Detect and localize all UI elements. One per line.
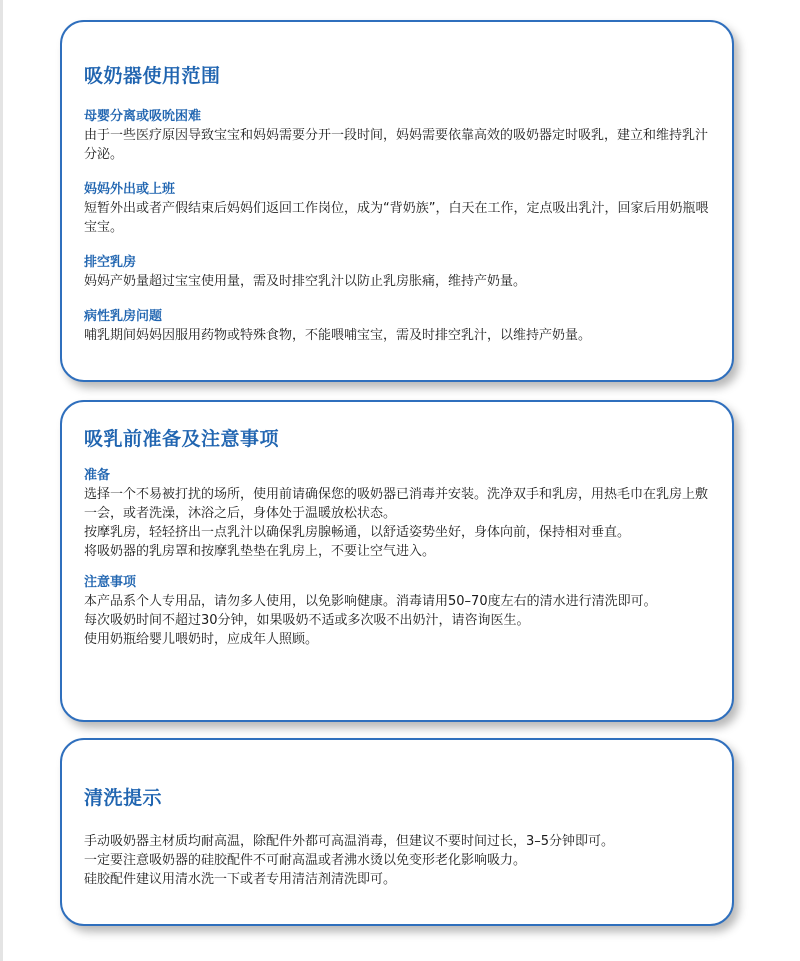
cleaning-tips-card [60, 738, 734, 926]
paragraph: 本产品系个人专用品，请勿多人使用，以免影响健康。消毒请用50–70度左右的清水进行清洗即可。 [84, 594, 657, 609]
usage-scope-title: 吸奶器使用范围 [84, 65, 221, 87]
paragraph: 使用奶瓶给婴儿喂奶时，应成年人照顾。 [84, 632, 319, 647]
paragraph: 每次吸奶时间不超过30分钟，如果吸奶不适或多次吸不出奶汁，请咨询医生。 [84, 613, 530, 628]
paragraph: 由于一些医疗原因导致宝宝和妈妈需要分开一段时间，妈妈需要依靠高效的吸奶器定时吸乳，建立和维持乳汁分泌。 [84, 128, 709, 162]
paragraph: 妈妈产奶量超过宝宝使用量，需及时排空乳汁以防止乳房胀痛，维持产奶量。 [84, 274, 527, 289]
cleaning-block [84, 832, 710, 889]
paragraph: 硅胶配件建议用清水洗一下或者专用清洁剂清洗即可。 [84, 872, 397, 887]
preparation-title: 吸乳前准备及注意事项 [84, 428, 280, 450]
paragraph: 将吸奶器的乳房罩和按摩乳垫垫在乳房上，不要让空气进入。 [84, 544, 436, 559]
paragraph: 手动吸奶器主材质均耐高温，除配件外都可高温消毒，但建议不要时间过长，3–5分钟即可。 [84, 834, 615, 849]
preparation-card [60, 400, 734, 722]
paragraph: 选择一个不易被打扰的场所，使用前请确保您的吸奶器已消毒并安装。洗净双手和乳房，用热毛巾在乳房上敷一会，或者洗澡，沐浴之后，身体处于温暖放松状态。 [84, 487, 709, 521]
prep-block-cautions [84, 574, 710, 649]
cleaning-tips-title: 清洗提示 [84, 787, 163, 809]
usage-block-empty-breast [84, 254, 710, 291]
paragraph: 按摩乳房，轻轻挤出一点乳汁以确保乳房腺畅通，以舒适姿势坐好，身体向前，保持相对垂直。 [84, 525, 631, 540]
subheading: 准备 [84, 468, 111, 483]
subheading: 母婴分离或吸吮困难 [84, 109, 202, 124]
paragraph: 哺乳期间妈妈因服用药物或特殊食物，不能喂哺宝宝，需及时排空乳汁，以维持产奶量。 [84, 328, 592, 343]
subheading: 注意事项 [84, 575, 137, 590]
subheading: 排空乳房 [84, 255, 137, 270]
usage-block-work [84, 181, 710, 237]
usage-scope-card [60, 20, 734, 382]
usage-block-breast-issue [84, 308, 710, 345]
usage-block-separation [84, 108, 710, 164]
subheading: 妈妈外出或上班 [84, 182, 176, 197]
paragraph: 一定要注意吸奶器的硅胶配件不可耐高温或者沸水烫以免变形老化影响吸力。 [84, 853, 527, 868]
subheading: 病性乳房问题 [84, 309, 163, 324]
paragraph: 短暂外出或者产假结束后妈妈们返回工作岗位，成为“背奶族”，白天在工作，定点吸出乳汁，回家后用奶瓶喂宝宝。 [84, 201, 709, 235]
page-edge-divider [0, 0, 3, 961]
prep-block-ready [84, 467, 710, 561]
